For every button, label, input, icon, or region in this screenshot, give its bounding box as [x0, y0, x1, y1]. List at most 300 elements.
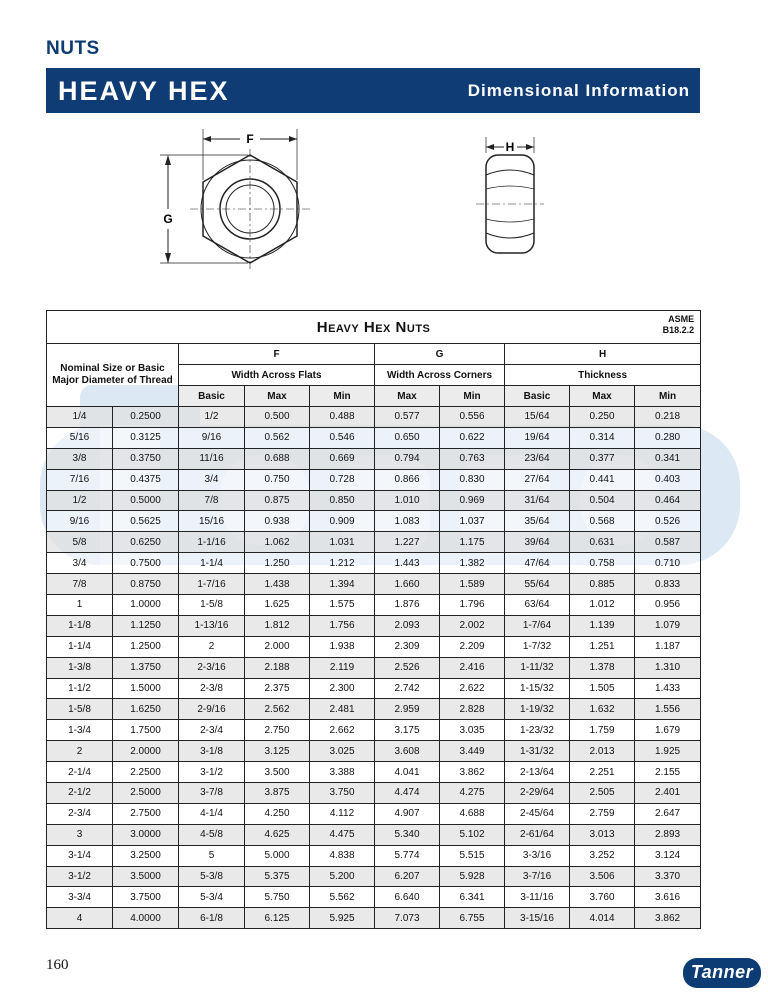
table-cell: 3.875 [245, 783, 310, 804]
table-cell: 7.073 [375, 908, 440, 929]
table-cell: 1-7/64 [505, 615, 570, 636]
table-cell: 5-3/4 [179, 887, 245, 908]
table-cell: 5.375 [245, 866, 310, 887]
tanner-logo [683, 958, 761, 988]
col-f-basic: Basic [179, 386, 245, 407]
table-cell: 4.041 [375, 762, 440, 783]
table-cell: 3.862 [440, 762, 505, 783]
table-cell: 1.759 [570, 720, 635, 741]
table-cell: 3.124 [635, 845, 701, 866]
table-row [47, 824, 701, 845]
table-cell: 1-15/32 [505, 678, 570, 699]
table-row [47, 448, 701, 469]
table-cell: 2.375 [245, 678, 310, 699]
heavy-hex-nuts-table [46, 310, 701, 929]
table-cell: 0.568 [570, 511, 635, 532]
table-cell: 5.925 [310, 908, 375, 929]
table-cell: 0.341 [635, 448, 701, 469]
table-cell: 2.2500 [113, 762, 179, 783]
table-cell: 2-45/64 [505, 803, 570, 824]
table-cell: 1-3/8 [47, 657, 113, 678]
table-cell: 0.758 [570, 553, 635, 574]
table-cell: 6-1/8 [179, 908, 245, 929]
table-cell: 0.938 [245, 511, 310, 532]
table-cell: 1.660 [375, 574, 440, 595]
table-cell: 4.838 [310, 845, 375, 866]
table-cell: 1-1/4 [47, 636, 113, 657]
table-cell: 5.200 [310, 866, 375, 887]
col-g-max: Max [375, 386, 440, 407]
table-cell: 39/64 [505, 532, 570, 553]
table-cell: 1.812 [245, 615, 310, 636]
table-cell: 1.1250 [113, 615, 179, 636]
table-cell: 35/64 [505, 511, 570, 532]
table-row [47, 553, 701, 574]
table-cell: 63/64 [505, 595, 570, 616]
table-cell: 1/2 [47, 490, 113, 511]
table-cell: 1-5/8 [47, 699, 113, 720]
table-row [47, 887, 701, 908]
section-heading: NUTS [46, 38, 100, 59]
table-cell: 5/8 [47, 532, 113, 553]
table-cell: 6.341 [440, 887, 505, 908]
table-cell: 2-13/64 [505, 762, 570, 783]
table-cell: 1.6250 [113, 699, 179, 720]
table-cell: 3/4 [47, 553, 113, 574]
table-cell: 2.622 [440, 678, 505, 699]
table-cell: 2.300 [310, 678, 375, 699]
table-cell: 2-61/64 [505, 824, 570, 845]
table-title: Heavy Hex Nuts [316, 318, 431, 336]
table-cell: 3-1/2 [179, 762, 245, 783]
table-cell: 0.6250 [113, 532, 179, 553]
table-row [47, 407, 701, 428]
table-cell: 4.014 [570, 908, 635, 929]
width-across-corners-header: Width Across Corners [375, 365, 505, 386]
table-cell: 0.830 [440, 469, 505, 490]
table-cell: 0.4375 [113, 469, 179, 490]
table-cell: 3.370 [635, 866, 701, 887]
table-cell: 5 [179, 845, 245, 866]
table-cell: 2 [179, 636, 245, 657]
table-cell: 5.562 [310, 887, 375, 908]
page-number: 160 [46, 957, 69, 973]
table-cell: 1/2 [179, 407, 245, 428]
table-cell: 2 [47, 741, 113, 762]
table-cell: 9/16 [47, 511, 113, 532]
table-row [47, 783, 701, 804]
table-cell: 15/16 [179, 511, 245, 532]
table-cell: 4.475 [310, 824, 375, 845]
table-cell: 3.175 [375, 720, 440, 741]
col-h-min: Min [635, 386, 701, 407]
table-cell: 2.013 [570, 741, 635, 762]
table-cell: 0.504 [570, 490, 635, 511]
table-cell: 2.155 [635, 762, 701, 783]
table-cell: 0.622 [440, 427, 505, 448]
table-cell: 1.010 [375, 490, 440, 511]
table-cell: 2-9/16 [179, 699, 245, 720]
table-cell: 1.625 [245, 595, 310, 616]
table-cell: 4-1/4 [179, 803, 245, 824]
table-cell: 2-3/4 [47, 803, 113, 824]
table-cell: 2.505 [570, 783, 635, 804]
table-cell: 6.125 [245, 908, 310, 929]
table-cell: 3.862 [635, 908, 701, 929]
table-cell: 2.401 [635, 783, 701, 804]
nominal-header-line-1: Nominal Size or Basic [60, 363, 165, 374]
table-cell: 3.125 [245, 741, 310, 762]
table-cell: 1.433 [635, 678, 701, 699]
table-row [47, 699, 701, 720]
table-cell: 3.449 [440, 741, 505, 762]
table-cell: 3-3/16 [505, 845, 570, 866]
table-cell: 3.760 [570, 887, 635, 908]
table-cell: 1.394 [310, 574, 375, 595]
table-cell: 2-3/4 [179, 720, 245, 741]
table-cell: 2.7500 [113, 803, 179, 824]
table-cell: 2.209 [440, 636, 505, 657]
table-cell: 3.388 [310, 762, 375, 783]
table-cell: 3-3/4 [47, 887, 113, 908]
label-f: F [246, 132, 254, 146]
table-cell: 3-15/16 [505, 908, 570, 929]
table-cell: 2.000 [245, 636, 310, 657]
table-cell: 0.488 [310, 407, 375, 428]
nut-top-view [160, 129, 310, 271]
table-cell: 1.0000 [113, 595, 179, 616]
table-cell: 23/64 [505, 448, 570, 469]
table-cell: 2.119 [310, 657, 375, 678]
table-cell: 2.0000 [113, 741, 179, 762]
table-cell: 7/8 [47, 574, 113, 595]
table-cell: 1-5/8 [179, 595, 245, 616]
table-cell: 3.035 [440, 720, 505, 741]
table-cell: 0.5000 [113, 490, 179, 511]
table-row [47, 845, 701, 866]
table-cell: 1.378 [570, 657, 635, 678]
nominal-size-header [47, 344, 179, 407]
logo-text: Tanner [690, 962, 754, 982]
table-cell: 0.218 [635, 407, 701, 428]
table-row [47, 574, 701, 595]
table-cell: 4.112 [310, 803, 375, 824]
table-cell: 1-19/32 [505, 699, 570, 720]
table-cell: 19/64 [505, 427, 570, 448]
table-cell: 1.012 [570, 595, 635, 616]
table-cell: 0.794 [375, 448, 440, 469]
table-cell: 0.763 [440, 448, 505, 469]
table-cell: 2.251 [570, 762, 635, 783]
table-cell: 0.833 [635, 574, 701, 595]
table-cell: 1-1/16 [179, 532, 245, 553]
table-cell: 4.625 [245, 824, 310, 845]
table-cell: 3.616 [635, 887, 701, 908]
table-title-cell [47, 311, 701, 344]
table-cell: 1.796 [440, 595, 505, 616]
table-cell: 1.139 [570, 615, 635, 636]
table-cell: 1.227 [375, 532, 440, 553]
table-cell: 2.893 [635, 824, 701, 845]
table-cell: 2-29/64 [505, 783, 570, 804]
table-cell: 0.2500 [113, 407, 179, 428]
table-cell: 0.3750 [113, 448, 179, 469]
table-cell: 4.907 [375, 803, 440, 824]
table-cell: 1.3750 [113, 657, 179, 678]
table-cell: 1/4 [47, 407, 113, 428]
table-cell: 1-3/4 [47, 720, 113, 741]
table-cell: 2.416 [440, 657, 505, 678]
title-banner [46, 68, 700, 113]
label-g: G [163, 212, 173, 226]
table-row [47, 657, 701, 678]
table-cell: 0.377 [570, 448, 635, 469]
table-cell: 0.500 [245, 407, 310, 428]
table-cell: 2.5000 [113, 783, 179, 804]
table-row [47, 595, 701, 616]
standard-line-2: B18.2.2 [662, 325, 695, 335]
table-cell: 3.0000 [113, 824, 179, 845]
table-cell: 1.2500 [113, 636, 179, 657]
table-cell: 1-1/4 [179, 553, 245, 574]
table-cell: 0.866 [375, 469, 440, 490]
table-cell: 1-1/8 [47, 615, 113, 636]
table-cell: 4.250 [245, 803, 310, 824]
table-cell: 1.7500 [113, 720, 179, 741]
table-cell: 0.7500 [113, 553, 179, 574]
table-cell: 0.3125 [113, 427, 179, 448]
table-cell: 0.577 [375, 407, 440, 428]
table-cell: 2-1/2 [47, 783, 113, 804]
table-cell: 27/64 [505, 469, 570, 490]
table-cell: 3.750 [310, 783, 375, 804]
table-cell: 0.5625 [113, 511, 179, 532]
table-cell: 0.885 [570, 574, 635, 595]
col-f-min: Min [310, 386, 375, 407]
table-cell: 3.608 [375, 741, 440, 762]
table-cell: 0.710 [635, 553, 701, 574]
table-cell: 3.2500 [113, 845, 179, 866]
table-cell: 2-3/8 [179, 678, 245, 699]
table-cell: 1.250 [245, 553, 310, 574]
table-cell: 1.310 [635, 657, 701, 678]
table-cell: 31/64 [505, 490, 570, 511]
table-row [47, 615, 701, 636]
table-cell: 1.876 [375, 595, 440, 616]
table-cell: 3-7/8 [179, 783, 245, 804]
table-cell: 5.000 [245, 845, 310, 866]
table-cell: 1.438 [245, 574, 310, 595]
table-cell: 2.742 [375, 678, 440, 699]
table-cell: 1-31/32 [505, 741, 570, 762]
table-cell: 3.506 [570, 866, 635, 887]
table-cell: 1.079 [635, 615, 701, 636]
col-g-min: Min [440, 386, 505, 407]
col-f-max: Max [245, 386, 310, 407]
table-cell: 5-3/8 [179, 866, 245, 887]
width-across-flats-header: Width Across Flats [179, 365, 375, 386]
table-cell: 0.909 [310, 511, 375, 532]
table-cell: 2.828 [440, 699, 505, 720]
table-cell: 1.505 [570, 678, 635, 699]
table-cell: 0.562 [245, 427, 310, 448]
table-cell: 2.188 [245, 657, 310, 678]
table-cell: 1-1/2 [47, 678, 113, 699]
table-cell: 3/8 [47, 448, 113, 469]
table-cell: 1-23/32 [505, 720, 570, 741]
table-cell: 0.280 [635, 427, 701, 448]
table-row [47, 678, 701, 699]
table-cell: 1.031 [310, 532, 375, 553]
table-row [47, 762, 701, 783]
group-f-header: F [179, 344, 375, 365]
table-body [47, 407, 701, 929]
table-cell: 4.275 [440, 783, 505, 804]
table-cell: 3-1/2 [47, 866, 113, 887]
col-h-basic: Basic [505, 386, 570, 407]
table-cell: 3.5000 [113, 866, 179, 887]
nut-diagram [150, 125, 550, 285]
table-row [47, 469, 701, 490]
table-cell: 5.102 [440, 824, 505, 845]
banner-title: HEAVY HEX [58, 76, 230, 106]
banner-subtitle: Dimensional Information [467, 81, 690, 100]
table-cell: 0.314 [570, 427, 635, 448]
table-cell: 1.382 [440, 553, 505, 574]
table-cell: 0.8750 [113, 574, 179, 595]
table-cell: 0.403 [635, 469, 701, 490]
table-cell: 1.212 [310, 553, 375, 574]
nominal-header-line-2: Major Diameter of Thread [52, 375, 173, 386]
table-cell: 0.875 [245, 490, 310, 511]
table-cell: 1-7/32 [505, 636, 570, 657]
table-cell: 1.925 [635, 741, 701, 762]
table-cell: 0.441 [570, 469, 635, 490]
table-cell: 6.207 [375, 866, 440, 887]
table-cell: 1.575 [310, 595, 375, 616]
table-cell: 3.500 [245, 762, 310, 783]
table-cell: 0.650 [375, 427, 440, 448]
table-cell: 47/64 [505, 553, 570, 574]
table-cell: 1.938 [310, 636, 375, 657]
table-cell: 2.959 [375, 699, 440, 720]
table-cell: 5/16 [47, 427, 113, 448]
table-cell: 0.969 [440, 490, 505, 511]
table-cell: 9/16 [179, 427, 245, 448]
table-cell: 3-1/4 [47, 845, 113, 866]
table-cell: 3-7/16 [505, 866, 570, 887]
table-cell: 2.002 [440, 615, 505, 636]
table-cell: 1.251 [570, 636, 635, 657]
table-cell: 2.093 [375, 615, 440, 636]
table-cell: 1.062 [245, 532, 310, 553]
table-cell: 1.589 [440, 574, 505, 595]
table-cell: 4.0000 [113, 908, 179, 929]
group-g-header: G [375, 344, 505, 365]
table-cell: 1.443 [375, 553, 440, 574]
table-cell: 4 [47, 908, 113, 929]
label-h: H [505, 140, 515, 154]
table-cell: 2.562 [245, 699, 310, 720]
table-cell: 1-13/16 [179, 615, 245, 636]
table-cell: 3 [47, 824, 113, 845]
table-cell: 1-7/16 [179, 574, 245, 595]
table-cell: 1.556 [635, 699, 701, 720]
standard-line-1: ASME [668, 314, 695, 324]
table-row [47, 427, 701, 448]
table-row [47, 866, 701, 887]
table-cell: 0.526 [635, 511, 701, 532]
table-cell: 0.956 [635, 595, 701, 616]
table-cell: 1.756 [310, 615, 375, 636]
table-row [47, 803, 701, 824]
table-cell: 1.679 [635, 720, 701, 741]
table-cell: 1.083 [375, 511, 440, 532]
table-cell: 2.662 [310, 720, 375, 741]
table-cell: 7/8 [179, 490, 245, 511]
table-cell: 2-1/4 [47, 762, 113, 783]
table-cell: 6.755 [440, 908, 505, 929]
table-cell: 55/64 [505, 574, 570, 595]
table-cell: 1.187 [635, 636, 701, 657]
table-row [47, 741, 701, 762]
table-cell: 2-3/16 [179, 657, 245, 678]
table-cell: 2.750 [245, 720, 310, 741]
table-row [47, 532, 701, 553]
table-cell: 1-11/32 [505, 657, 570, 678]
table-cell: 0.631 [570, 532, 635, 553]
table-cell: 2.526 [375, 657, 440, 678]
table-cell: 3-11/16 [505, 887, 570, 908]
table-row [47, 720, 701, 741]
table-cell: 0.250 [570, 407, 635, 428]
table-cell: 0.750 [245, 469, 310, 490]
nut-side-view [476, 137, 544, 253]
table-row [47, 636, 701, 657]
table-cell: 0.587 [635, 532, 701, 553]
table-cell: 2.759 [570, 803, 635, 824]
table-cell: 3.252 [570, 845, 635, 866]
table-cell: 0.850 [310, 490, 375, 511]
table-cell: 0.546 [310, 427, 375, 448]
table-cell: 0.556 [440, 407, 505, 428]
table-cell: 1.037 [440, 511, 505, 532]
table-cell: 11/16 [179, 448, 245, 469]
col-h-max: Max [570, 386, 635, 407]
table-cell: 0.669 [310, 448, 375, 469]
table-cell: 3.7500 [113, 887, 179, 908]
table-cell: 0.464 [635, 490, 701, 511]
table-cell: 7/16 [47, 469, 113, 490]
table-cell: 1.175 [440, 532, 505, 553]
table-cell: 5.928 [440, 866, 505, 887]
table-row [47, 908, 701, 929]
table-cell: 1.632 [570, 699, 635, 720]
table-cell: 6.640 [375, 887, 440, 908]
asme-standard [663, 314, 695, 336]
table-row [47, 511, 701, 532]
thickness-header: Thickness [505, 365, 701, 386]
table-row [47, 490, 701, 511]
table-cell: 3.025 [310, 741, 375, 762]
table-cell: 0.728 [310, 469, 375, 490]
table-cell: 1.5000 [113, 678, 179, 699]
table-cell: 5.774 [375, 845, 440, 866]
table-cell: 2.309 [375, 636, 440, 657]
group-h-header: H [505, 344, 701, 365]
table-cell: 3/4 [179, 469, 245, 490]
table-cell: 15/64 [505, 407, 570, 428]
